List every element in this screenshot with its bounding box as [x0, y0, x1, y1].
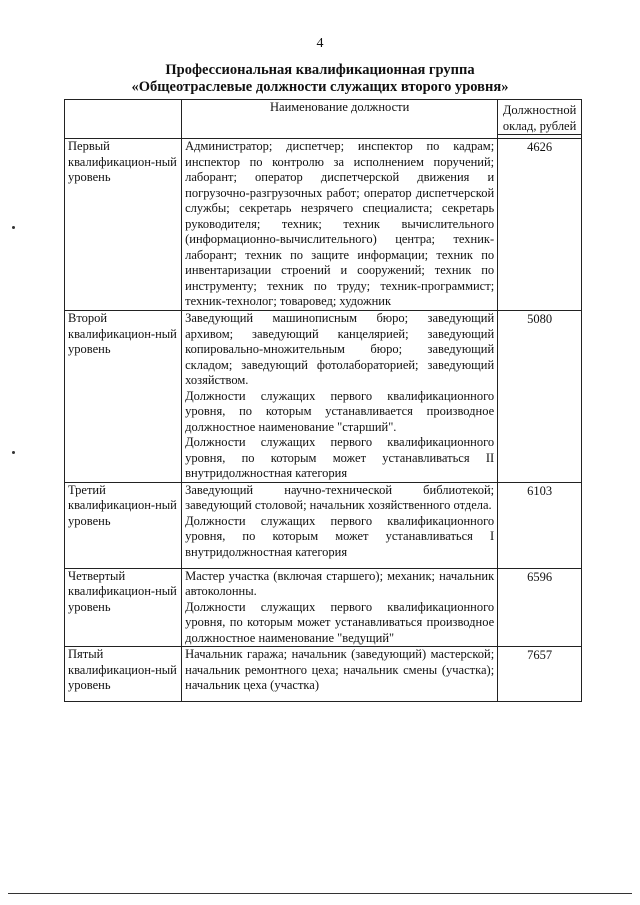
salary-value: 4626: [527, 140, 553, 154]
salary-value: 6103: [527, 483, 553, 498]
table-row: [65, 647, 582, 702]
salary-cell: [498, 139, 582, 311]
duties-paragraph: Заведующий машинописным бюро; заведующий архивом; заведующий канцелярией; заведующий копировально-множительным бюро; заведующий складом; заведующий фотолабораторией; заведующий хозяйством.: [185, 311, 495, 387]
duties-paragraph: Заведующий научно-технической библиотекой; заведующий столовой; начальник хозяйственного отдела.: [185, 482, 495, 512]
duties-paragraph: Должности служащих первого квалификационного уровня, по которым устанавливается производное должностное наименование "старший".: [185, 388, 495, 434]
level-cell: Третий квалификацион-ный уровень: [65, 482, 182, 568]
duties-cell: [182, 139, 498, 311]
header-position-cell: Наименование должности: [182, 100, 498, 139]
table-header-row: [65, 100, 582, 135]
salary-value: 6596: [527, 569, 553, 584]
page-number: 4: [316, 36, 324, 51]
page-bottom-rule: [8, 893, 632, 894]
table-row: [65, 482, 582, 568]
salary-table: [64, 99, 582, 702]
header-salary-line-2: оклад, рублей: [502, 119, 577, 133]
duties-paragraph: Должности служащих первого квалификационного уровня, по которым может устанавливаться II внутридолжностная категория: [185, 435, 495, 480]
duties-paragraph: Должности служащих первого квалификационного уровня, по которым может устанавливаться производное должностное наименование "ведущий": [185, 599, 495, 645]
header-level-cell: [65, 100, 182, 139]
duties-cell: [182, 568, 498, 647]
level-cell: Первый квалификацион-ный уровень: [65, 139, 182, 311]
duties-paragraph: Начальник гаража; начальник (заведующий) мастерской; начальник ремонтного цеха; начальник смены (участка); начальник цеха (участка): [185, 647, 495, 692]
duties-paragraph: Мастер участка (включая старшего); механик; начальник автоколонны.: [185, 568, 495, 598]
duties-cell: [182, 482, 498, 568]
title-line-1: Профессиональная квалификационная группа: [165, 62, 475, 78]
level-cell: Четвертый квалификацион-ный уровень: [65, 568, 182, 647]
table-row: [65, 568, 582, 647]
scan-speck: [12, 226, 15, 229]
salary-cell: [498, 482, 582, 568]
duties-paragraph: Администратор; диспетчер; инспектор по кадрам; инспектор по контролю за исполнением поручений; лаборант; оператор диспетчерской движения и погрузочно-разгрузочных работ; оператор диспетчерской службы; секретарь незрячего специалиста; секретарь руководителя; техник; техник вычислительного (информационно-вычислительного) центра; техник-лаборант; техник по защите информации; техник по инвентаризации строений и сооружений; техник по инструменту; техник по труду; техник-программист; техник-технолог; товаровед; художник: [185, 139, 495, 308]
salary-cell: [498, 647, 582, 702]
duties-cell: [182, 647, 498, 702]
header-salary-cell: [498, 100, 582, 135]
scan-speck: [12, 451, 15, 454]
salary-cell: [498, 568, 582, 647]
salary-value: 7657: [527, 648, 553, 662]
salary-cell: [498, 311, 582, 483]
duties-cell: [182, 311, 498, 483]
page-title: [0, 62, 640, 96]
table-row: [65, 311, 582, 483]
header-salary-line-1: Должностной: [502, 103, 577, 117]
salary-value: 5080: [527, 312, 553, 326]
title-line-2: «Общеотраслевые должности служащих второго уровня»: [131, 79, 509, 95]
duties-paragraph: Должности служащих первого квалификационного уровня, по которым может устанавливаться I внутридолжностная категория: [185, 513, 495, 559]
level-cell: Второй квалификацион-ный уровень: [65, 311, 182, 483]
level-cell: Пятый квалификацион-ный уровень: [65, 647, 182, 702]
table-row: [65, 139, 582, 311]
